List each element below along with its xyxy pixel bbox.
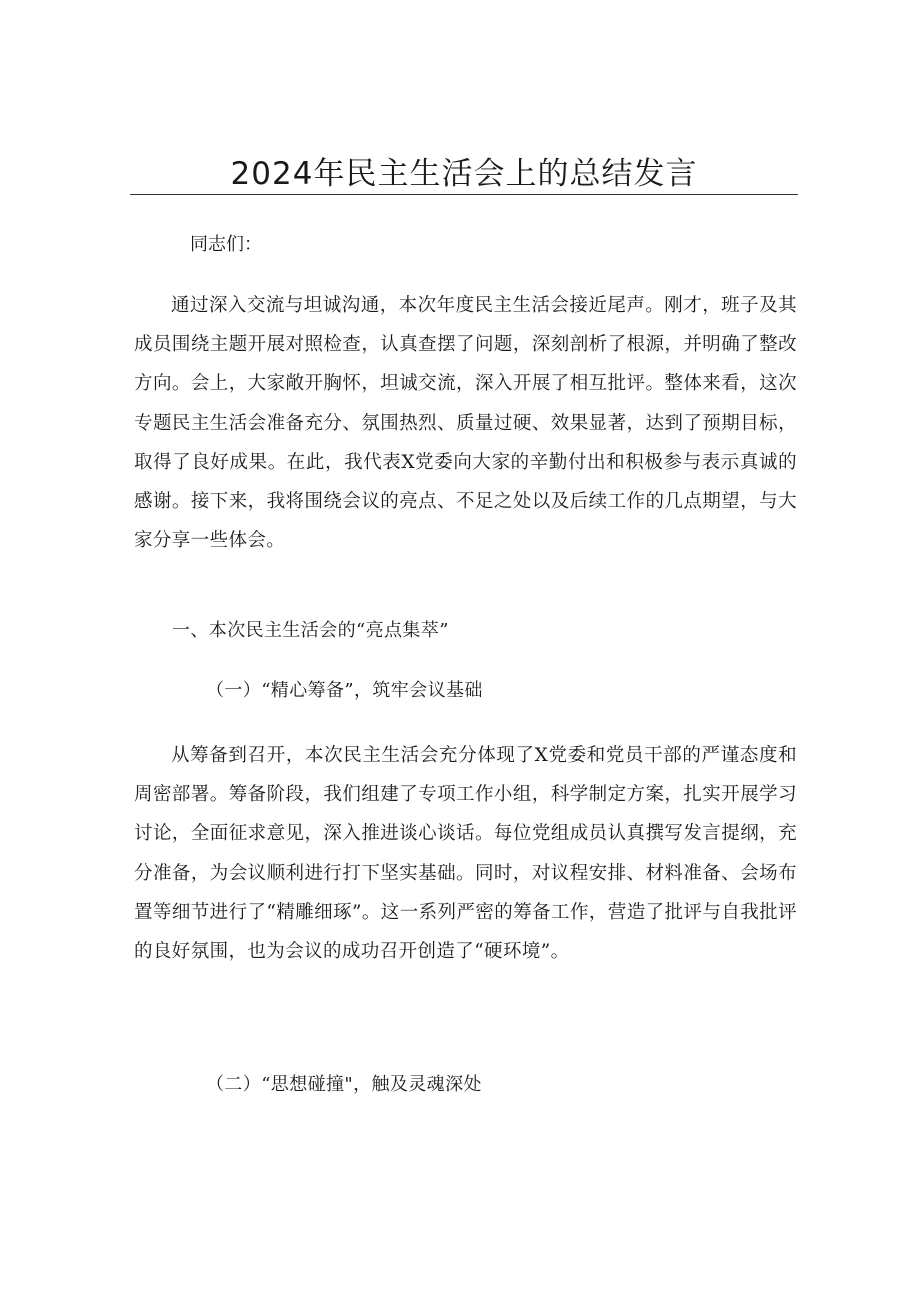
subsection-heading-1: （一）“精心筹备”，筑牢会议基础: [206, 680, 483, 701]
title-underline: [130, 194, 798, 195]
salutation: 同志们：: [190, 234, 262, 255]
paragraph-preparation: 从筹备到召开，本次民主生活会充分体现了X党委和党员干部的严谨态度和周密部署。筹备阶段，我们组建了专项工作小组，科学制定方案，扎实开展学习讨论，全面征求意见，深入推进谈心谈话。每位党组成员认真撰写发言提纲，充分准备，为会议顺利进行打下坚实基础。同时，对议程安排、材料准备、会场布置等细节进行了“精雕细琢”。这一系列严密的筹备工作，营造了批评与自我批评的良好氛围，也为会议的成功召开创造了“硬环境”。: [134, 745, 797, 963]
subsection-heading-2: （二）“思想碰撞"，触及灵魂深处: [206, 1074, 482, 1095]
paragraph-intro: 通过深入交流与坦诚沟通，本次年度民主生活会接近尾声。刚才，班子及其成员围绕主题开展对照检查，认真查摆了问题，深刻剖析了根源，并明确了整改方向。会上，大家敞开胸怀，坦诚交流，深入开展了相互批评。整体来看，这次专题民主生活会准备充分、氛围热烈、质量过硬、效果显著，达到了预期目标，取得了良好成果。在此，我代表X党委向大家的辛勤付出和积极参与表示真诚的感谢。接下来，我将围绕会议的亮点、不足之处以及后续工作的几点期望，与大家分享一些体会。: [134, 295, 797, 552]
document-title: 2024年民主生活会上的总结发言: [230, 156, 698, 192]
section-heading-1: 一、本次民主生活会的“亮点集萃”: [172, 620, 449, 641]
